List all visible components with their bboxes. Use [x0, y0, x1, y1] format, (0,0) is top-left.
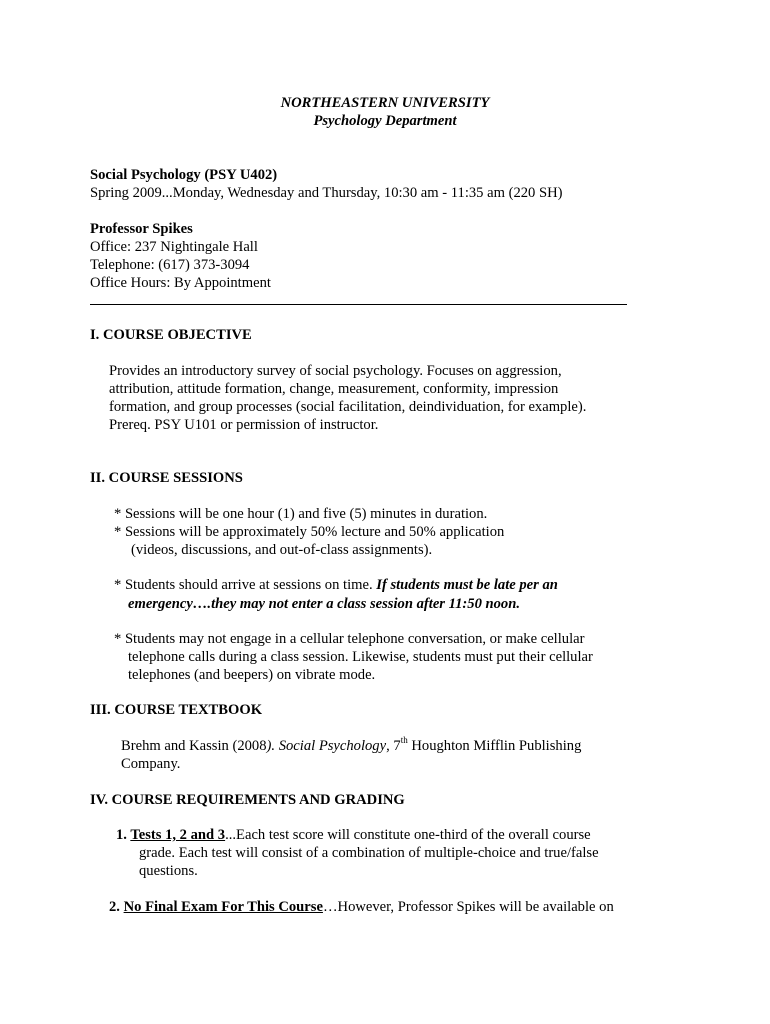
requirement-text: …However, Professor Spikes will be available on: [322, 899, 614, 915]
university-name: NORTHEASTERN UNIVERSITY: [280, 95, 490, 111]
textbook-citation: [121, 737, 581, 755]
requirement-text: ...Each test score will constitute one-third of the overall course: [225, 827, 591, 843]
objective-line: Prereq. PSY U101 or permission of instructor.: [109, 417, 379, 433]
course-schedule: Spring 2009...Monday, Wednesday and Thursday, 10:30 am - 11:35 am (220 SH): [90, 185, 563, 201]
professor-office: Office: 237 Nightingale Hall: [90, 239, 258, 255]
sessions-bullet: * Students may not engage in a cellular telephone conversation, or make cellular: [114, 631, 585, 647]
textbook-punct: ).: [266, 738, 279, 754]
sessions-bullet-continuation: (videos, discussions, and out-of-class assignments).: [131, 542, 433, 558]
requirements-heading: IV. COURSE REQUIREMENTS AND GRADING: [90, 792, 405, 808]
requirement-number: 2.: [109, 899, 124, 915]
requirement-label: Tests 1, 2 and 3: [130, 827, 226, 843]
department-name: Psychology Department: [313, 113, 457, 129]
objective-line: formation, and group processes (social facilitation, deindividuation, for example).: [109, 399, 587, 415]
sessions-bullet: [114, 576, 558, 594]
course-title: Social Psychology (PSY U402): [90, 167, 278, 183]
late-policy-emphasis-continuation: emergency….they may not enter a class session after 11:50 noon.: [128, 596, 520, 612]
professor-office-hours: Office Hours: By Appointment: [90, 275, 271, 291]
requirement-continuation: questions.: [139, 863, 198, 879]
textbook-edition-suffix: th: [400, 735, 408, 746]
objective-heading: I. COURSE OBJECTIVE: [90, 327, 252, 343]
objective-line: attribution, attitude formation, change, measurement, conformity, impression: [109, 381, 559, 397]
requirement-continuation: grade. Each test will consist of a combination of multiple-choice and true/false: [139, 845, 599, 861]
sessions-bullet-text: * Students should arrive at sessions on time.: [114, 577, 377, 593]
objective-line: Provides an introductory survey of social psychology. Focuses on aggression,: [109, 363, 562, 379]
sessions-bullet: * Sessions will be one hour (1) and five (5) minutes in duration.: [114, 506, 488, 522]
requirement-item: [116, 826, 591, 844]
textbook-edition: , 7: [386, 738, 401, 754]
sessions-bullet-continuation: telephones (and beepers) on vibrate mode.: [128, 667, 376, 683]
sessions-bullet: * Sessions will be approximately 50% lecture and 50% application: [114, 524, 505, 540]
textbook-publisher-continuation: Company.: [121, 756, 181, 772]
professor-name: Professor Spikes: [90, 221, 193, 237]
sessions-bullet-continuation: telephone calls during a class session. Likewise, students must put their cellular: [128, 649, 593, 665]
sessions-heading: II. COURSE SESSIONS: [90, 470, 243, 486]
header-divider: [90, 304, 627, 305]
textbook-author: Brehm and Kassin (2008: [121, 738, 267, 754]
textbook-heading: III. COURSE TEXTBOOK: [90, 702, 263, 718]
textbook-title: Social Psychology: [278, 738, 387, 754]
textbook-publisher: Houghton Mifflin Publishing: [407, 738, 582, 754]
requirement-number: 1.: [116, 827, 131, 843]
requirement-item: [109, 898, 614, 916]
professor-telephone: Telephone: (617) 373-3094: [90, 257, 250, 273]
requirement-label: No Final Exam For This Course: [123, 899, 323, 915]
late-policy-emphasis: If students must be late per an: [376, 577, 558, 593]
